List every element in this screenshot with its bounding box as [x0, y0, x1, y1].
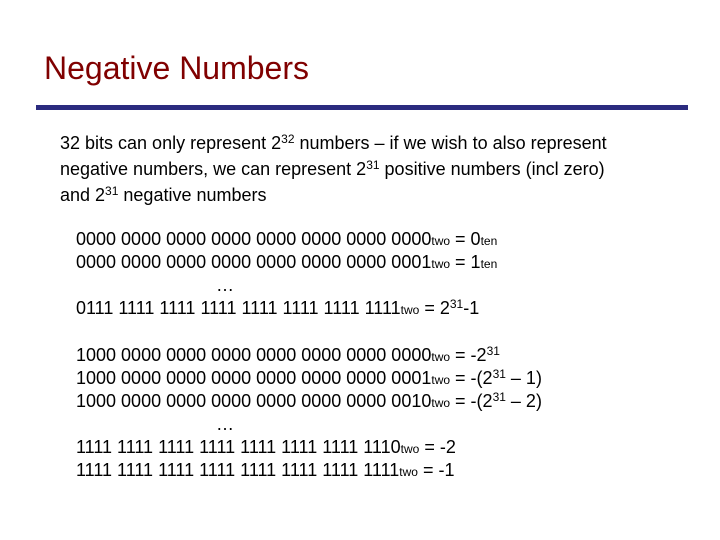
decimal-value: = 1 — [450, 252, 481, 272]
base-subscript: two — [431, 373, 451, 387]
intro-line-3 — [60, 182, 700, 208]
base-subscript: two — [431, 257, 451, 271]
intro-text: negative numbers, we can represent 2 — [60, 159, 367, 179]
decimal-value-tail: -1 — [463, 298, 480, 318]
decimal-value: = -2 — [419, 437, 456, 457]
binary-row — [76, 459, 696, 482]
ellipsis-row: … — [216, 275, 234, 295]
title-divider — [36, 105, 688, 110]
binary-row — [76, 297, 696, 320]
intro-line-2 — [60, 156, 700, 182]
base-subscript: two — [431, 396, 451, 410]
bit-pattern: 0000 0000 0000 0000 0000 0000 0000 0001 — [76, 252, 432, 272]
decimal-value: = 0 — [450, 229, 481, 249]
intro-text: positive numbers (incl zero) — [379, 159, 605, 179]
binary-row — [76, 228, 696, 251]
bit-pattern: 0111 1111 1111 1111 1111 1111 1111 1111 — [76, 298, 401, 318]
intro-line-1 — [60, 130, 700, 156]
base-subscript: ten — [480, 234, 498, 248]
exponent: 31 — [449, 297, 464, 311]
decimal-value-tail: – 2) — [505, 391, 542, 411]
bit-pattern: 1111 1111 1111 1111 1111 1111 1111 1110 — [76, 437, 401, 457]
intro-text: numbers – if we wish to also represent — [294, 133, 607, 153]
exponent: 31 — [105, 184, 119, 198]
decimal-value: = -(2 — [450, 368, 493, 388]
base-subscript: two — [400, 442, 420, 456]
intro-paragraph — [60, 130, 700, 208]
base-subscript: two — [399, 465, 418, 479]
binary-row — [76, 390, 696, 413]
intro-text: negative numbers — [118, 185, 267, 205]
base-subscript: two — [400, 303, 420, 317]
binary-row — [76, 344, 696, 367]
decimal-value: = -(2 — [450, 391, 493, 411]
decimal-value: = -1 — [417, 460, 455, 480]
exponent: 31 — [486, 344, 500, 358]
negative-examples — [76, 344, 696, 482]
binary-row — [76, 367, 696, 390]
exponent: 31 — [492, 367, 506, 381]
bit-pattern: 1000 0000 0000 0000 0000 0000 0000 0000 — [76, 345, 432, 365]
decimal-value-tail: – 1) — [505, 368, 542, 388]
base-subscript: two — [431, 234, 451, 248]
intro-text: 32 bits can only represent 2 — [60, 133, 282, 153]
decimal-value: = -2 — [450, 345, 487, 365]
bit-pattern: 0000 0000 0000 0000 0000 0000 0000 0000 — [76, 229, 432, 249]
base-subscript: two — [431, 350, 451, 364]
bit-pattern: 1000 0000 0000 0000 0000 0000 0000 0001 — [76, 368, 432, 388]
exponent: 31 — [366, 158, 380, 172]
bit-pattern: 1111 1111 1111 1111 1111 1111 1111 1111 — [76, 460, 400, 480]
exponent: 31 — [492, 390, 506, 404]
binary-row — [76, 436, 696, 459]
base-subscript: ten — [480, 257, 498, 271]
positive-examples — [76, 228, 696, 320]
slide-title: Negative Numbers — [44, 50, 309, 86]
binary-row — [76, 251, 696, 274]
decimal-value: = 2 — [419, 298, 450, 318]
ellipsis-row: … — [216, 414, 234, 434]
bit-pattern: 1000 0000 0000 0000 0000 0000 0000 0010 — [76, 391, 432, 411]
exponent: 32 — [281, 132, 295, 146]
intro-text: and 2 — [60, 185, 106, 205]
